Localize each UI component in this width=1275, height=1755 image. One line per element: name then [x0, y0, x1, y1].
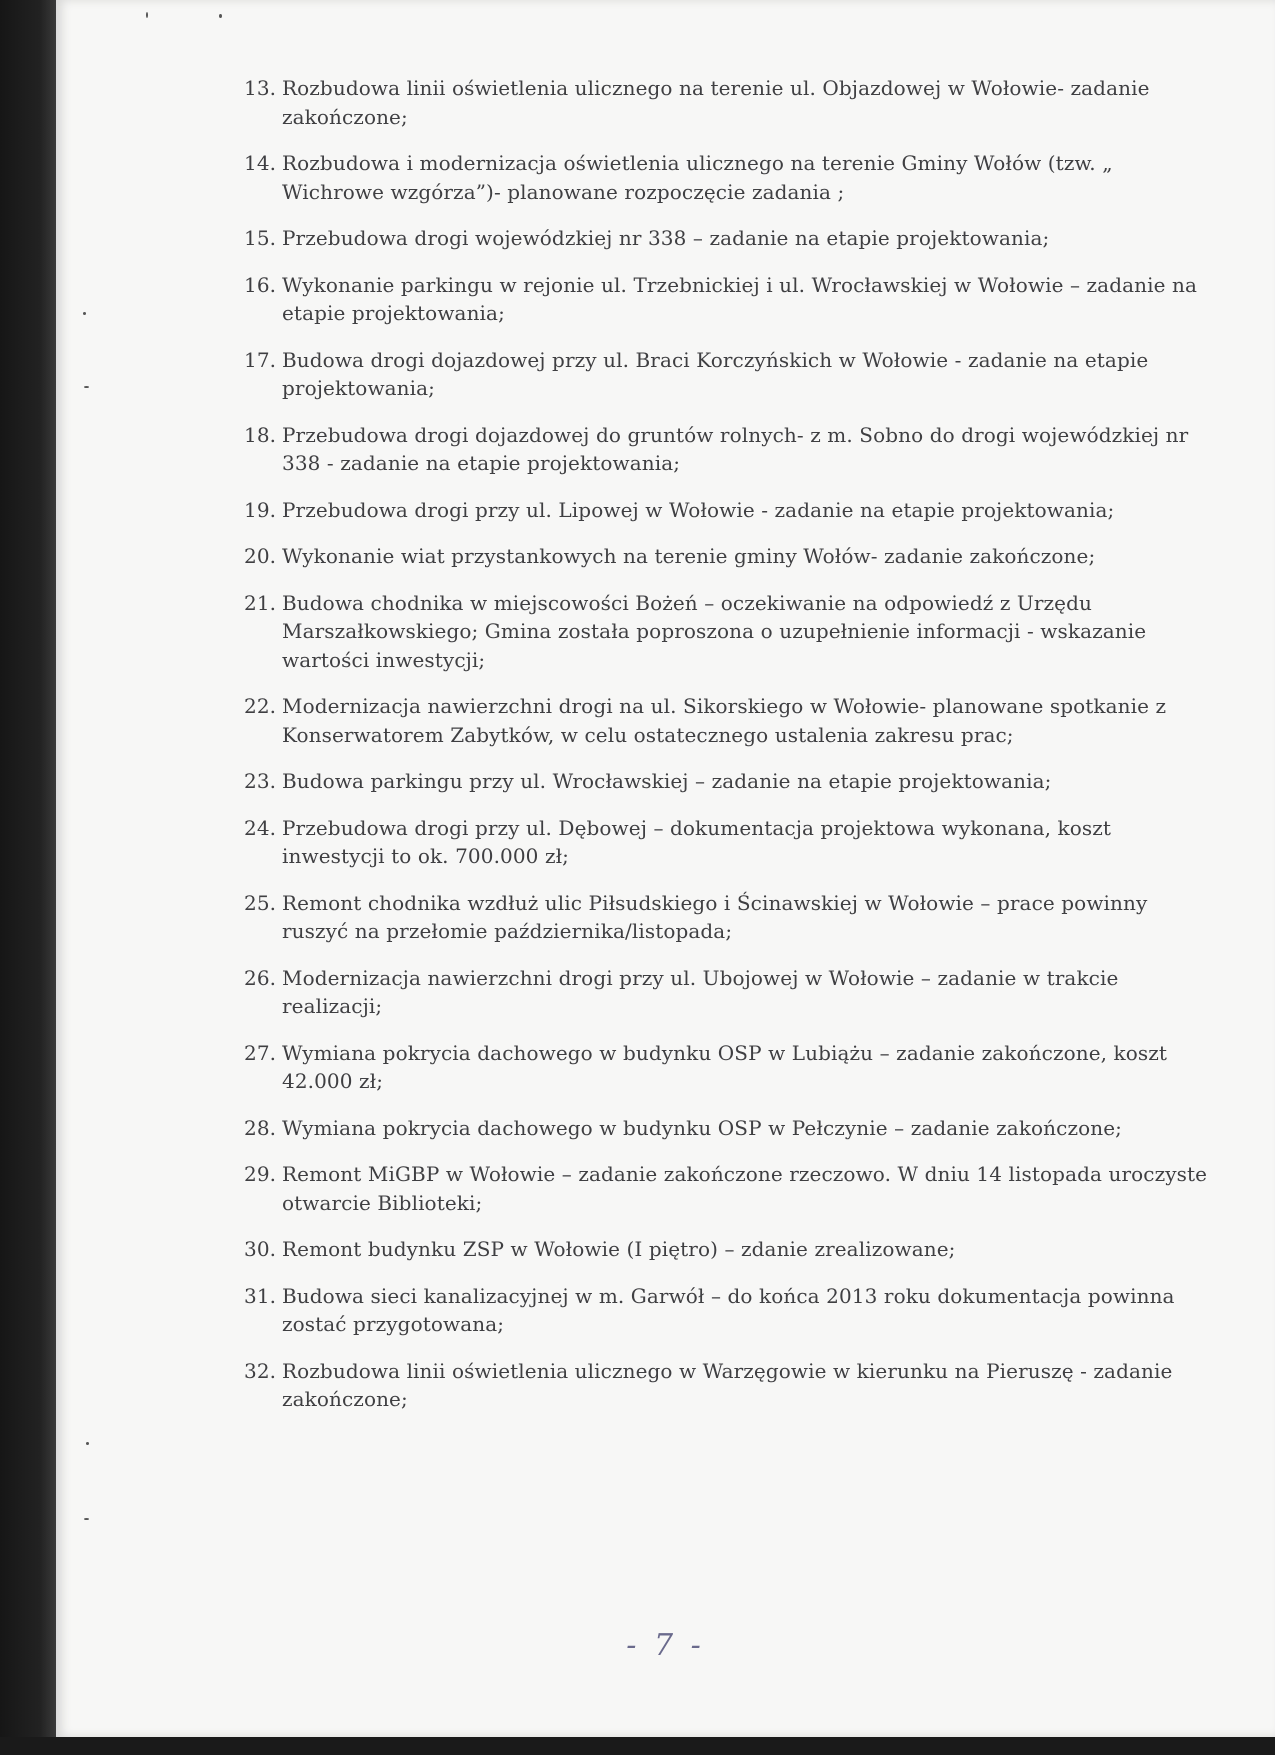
list-item: [244, 224, 1214, 253]
list-item: [244, 1282, 1214, 1339]
item-text: Budowa sieci kanalizacyjnej w m. Garwół – do końca 2013 roku dokumentacja powinna zostać przygotowana;: [282, 1283, 1175, 1336]
item-number: 14.: [244, 151, 277, 175]
document-page: [56, 0, 1275, 1737]
list-item: [244, 1160, 1214, 1217]
item-number: 18.: [244, 422, 277, 447]
list-item: [244, 964, 1214, 1021]
item-number: 29.: [244, 1162, 277, 1186]
list-item: [244, 421, 1214, 478]
scan-dust-mark: [84, 386, 89, 388]
scan-dust-mark: [219, 14, 222, 18]
item-number: 30.: [244, 1237, 277, 1261]
investment-task-list: [244, 74, 1214, 1432]
list-item: [244, 542, 1214, 571]
item-number: 31.: [244, 1283, 277, 1308]
item-text: Przebudowa drogi przy ul. Lipowej w Wołowie - zadanie na etapie projektowania;: [282, 497, 1115, 522]
item-number: 16.: [244, 272, 277, 297]
item-number: 27.: [244, 1040, 277, 1065]
item-number: 25.: [244, 890, 277, 915]
scan-dust-mark: [146, 12, 148, 18]
list-item: [244, 271, 1214, 328]
list-item: [244, 496, 1214, 525]
item-text: Wymiana pokrycia dachowego w budynku OSP w Pełczynie – zadanie zakończone;: [282, 1115, 1122, 1140]
item-number: 28.: [244, 1115, 277, 1140]
item-number: 21.: [244, 590, 277, 615]
item-text: Remont chodnika wzdłuż ulic Piłsudskiego i Ścinawskiej w Wołowie – prace powinny ruszyć na przełomie października/listopada;: [282, 890, 1148, 943]
item-number: 32.: [244, 1358, 277, 1383]
item-text: Modernizacja nawierzchni drogi na ul. Sikorskiego w Wołowie- planowane spotkanie z Konserwatorem Zabytków, w celu ostatecznego ustalenia zakresu prac;: [282, 694, 1167, 747]
list-item: [244, 814, 1214, 871]
item-text: Budowa parkingu przy ul. Wrocławskiej – zadanie na etapie projektowania;: [282, 769, 1052, 793]
scan-dust-mark: [86, 1442, 89, 1445]
page-number: - 7 -: [626, 1628, 705, 1663]
list-item: [244, 889, 1214, 946]
item-text: Przebudowa drogi przy ul. Dębowej – dokumentacja projektowa wykonana, koszt inwestycji to ok. 700.000 zł;: [282, 815, 1112, 868]
item-number: 26.: [244, 965, 277, 990]
item-text: Wykonanie parkingu w rejonie ul. Trzebnickiej i ul. Wrocławskiej w Wołowie – zadanie na etapie projektowania;: [282, 272, 1197, 325]
item-text: Rozbudowa linii oświetlenia ulicznego na terenie ul. Objazdowej w Wołowie- zadanie zakończone;: [282, 76, 1150, 129]
scan-bottom-edge: [0, 1737, 1275, 1755]
item-text: Rozbudowa linii oświetlenia ulicznego w Warzęgowie w kierunku na Pieruszę - zadanie zakończone;: [282, 1358, 1173, 1411]
item-text: Modernizacja nawierzchni drogi przy ul. Ubojowej w Wołowie – zadanie w trakcie realizacji;: [282, 965, 1119, 1018]
list-item: [244, 149, 1214, 206]
list-item: [244, 74, 1214, 131]
item-text: Wykonanie wiat przystankowych na terenie gminy Wołów- zadanie zakończone;: [282, 544, 1096, 568]
list-item: [244, 1235, 1214, 1264]
scan-left-edge: [0, 0, 56, 1755]
list-item: [244, 1039, 1214, 1096]
scan-dust-mark: [84, 1518, 89, 1520]
list-item: [244, 692, 1214, 749]
item-text: Rozbudowa i modernizacja oświetlenia ulicznego na terenie Gminy Wołów (tzw. „ Wichrowe wzgórza”)- planowane rozpoczęcie zadania ;: [282, 151, 1113, 204]
item-text: Wymiana pokrycia dachowego w budynku OSP w Lubiążu – zadanie zakończone, koszt 42.000 zł;: [282, 1040, 1168, 1093]
scan-dust-mark: [83, 312, 86, 315]
list-item: [244, 767, 1214, 796]
item-number: 23.: [244, 769, 277, 793]
item-text: Budowa drogi dojazdowej przy ul. Braci Korczyńskich w Wołowie - zadanie na etapie projektowania;: [282, 347, 1149, 400]
item-text: Budowa chodnika w miejscowości Bożeń – oczekiwanie na odpowiedź z Urzędu Marszałkowskiego; Gmina została poproszona o uzupełnienie informacji - wskazanie wartości inwestycji;: [282, 590, 1147, 672]
item-number: 22.: [244, 694, 277, 718]
list-item: [244, 1114, 1214, 1143]
item-text: Przebudowa drogi dojazdowej do gruntów rolnych- z m. Sobno do drogi wojewódzkiej nr 338 - zadanie na etapie projektowania;: [282, 422, 1189, 475]
item-number: 13.: [244, 76, 277, 100]
item-number: 20.: [244, 544, 277, 568]
list-item: [244, 589, 1214, 675]
item-number: 24.: [244, 815, 277, 840]
item-number: 17.: [244, 347, 277, 372]
item-text: Remont budynku ZSP w Wołowie (I piętro) – zdanie zrealizowane;: [282, 1237, 956, 1261]
item-text: Remont MiGBP w Wołowie – zadanie zakończone rzeczowo. W dniu 14 listopada uroczyste otwarcie Biblioteki;: [282, 1162, 1208, 1215]
item-number: 19.: [244, 497, 277, 522]
item-text: Przebudowa drogi wojewódzkiej nr 338 – zadanie na etapie projektowania;: [282, 226, 1050, 250]
list-item: [244, 346, 1214, 403]
list-item: [244, 1357, 1214, 1414]
item-number: 15.: [244, 226, 277, 250]
